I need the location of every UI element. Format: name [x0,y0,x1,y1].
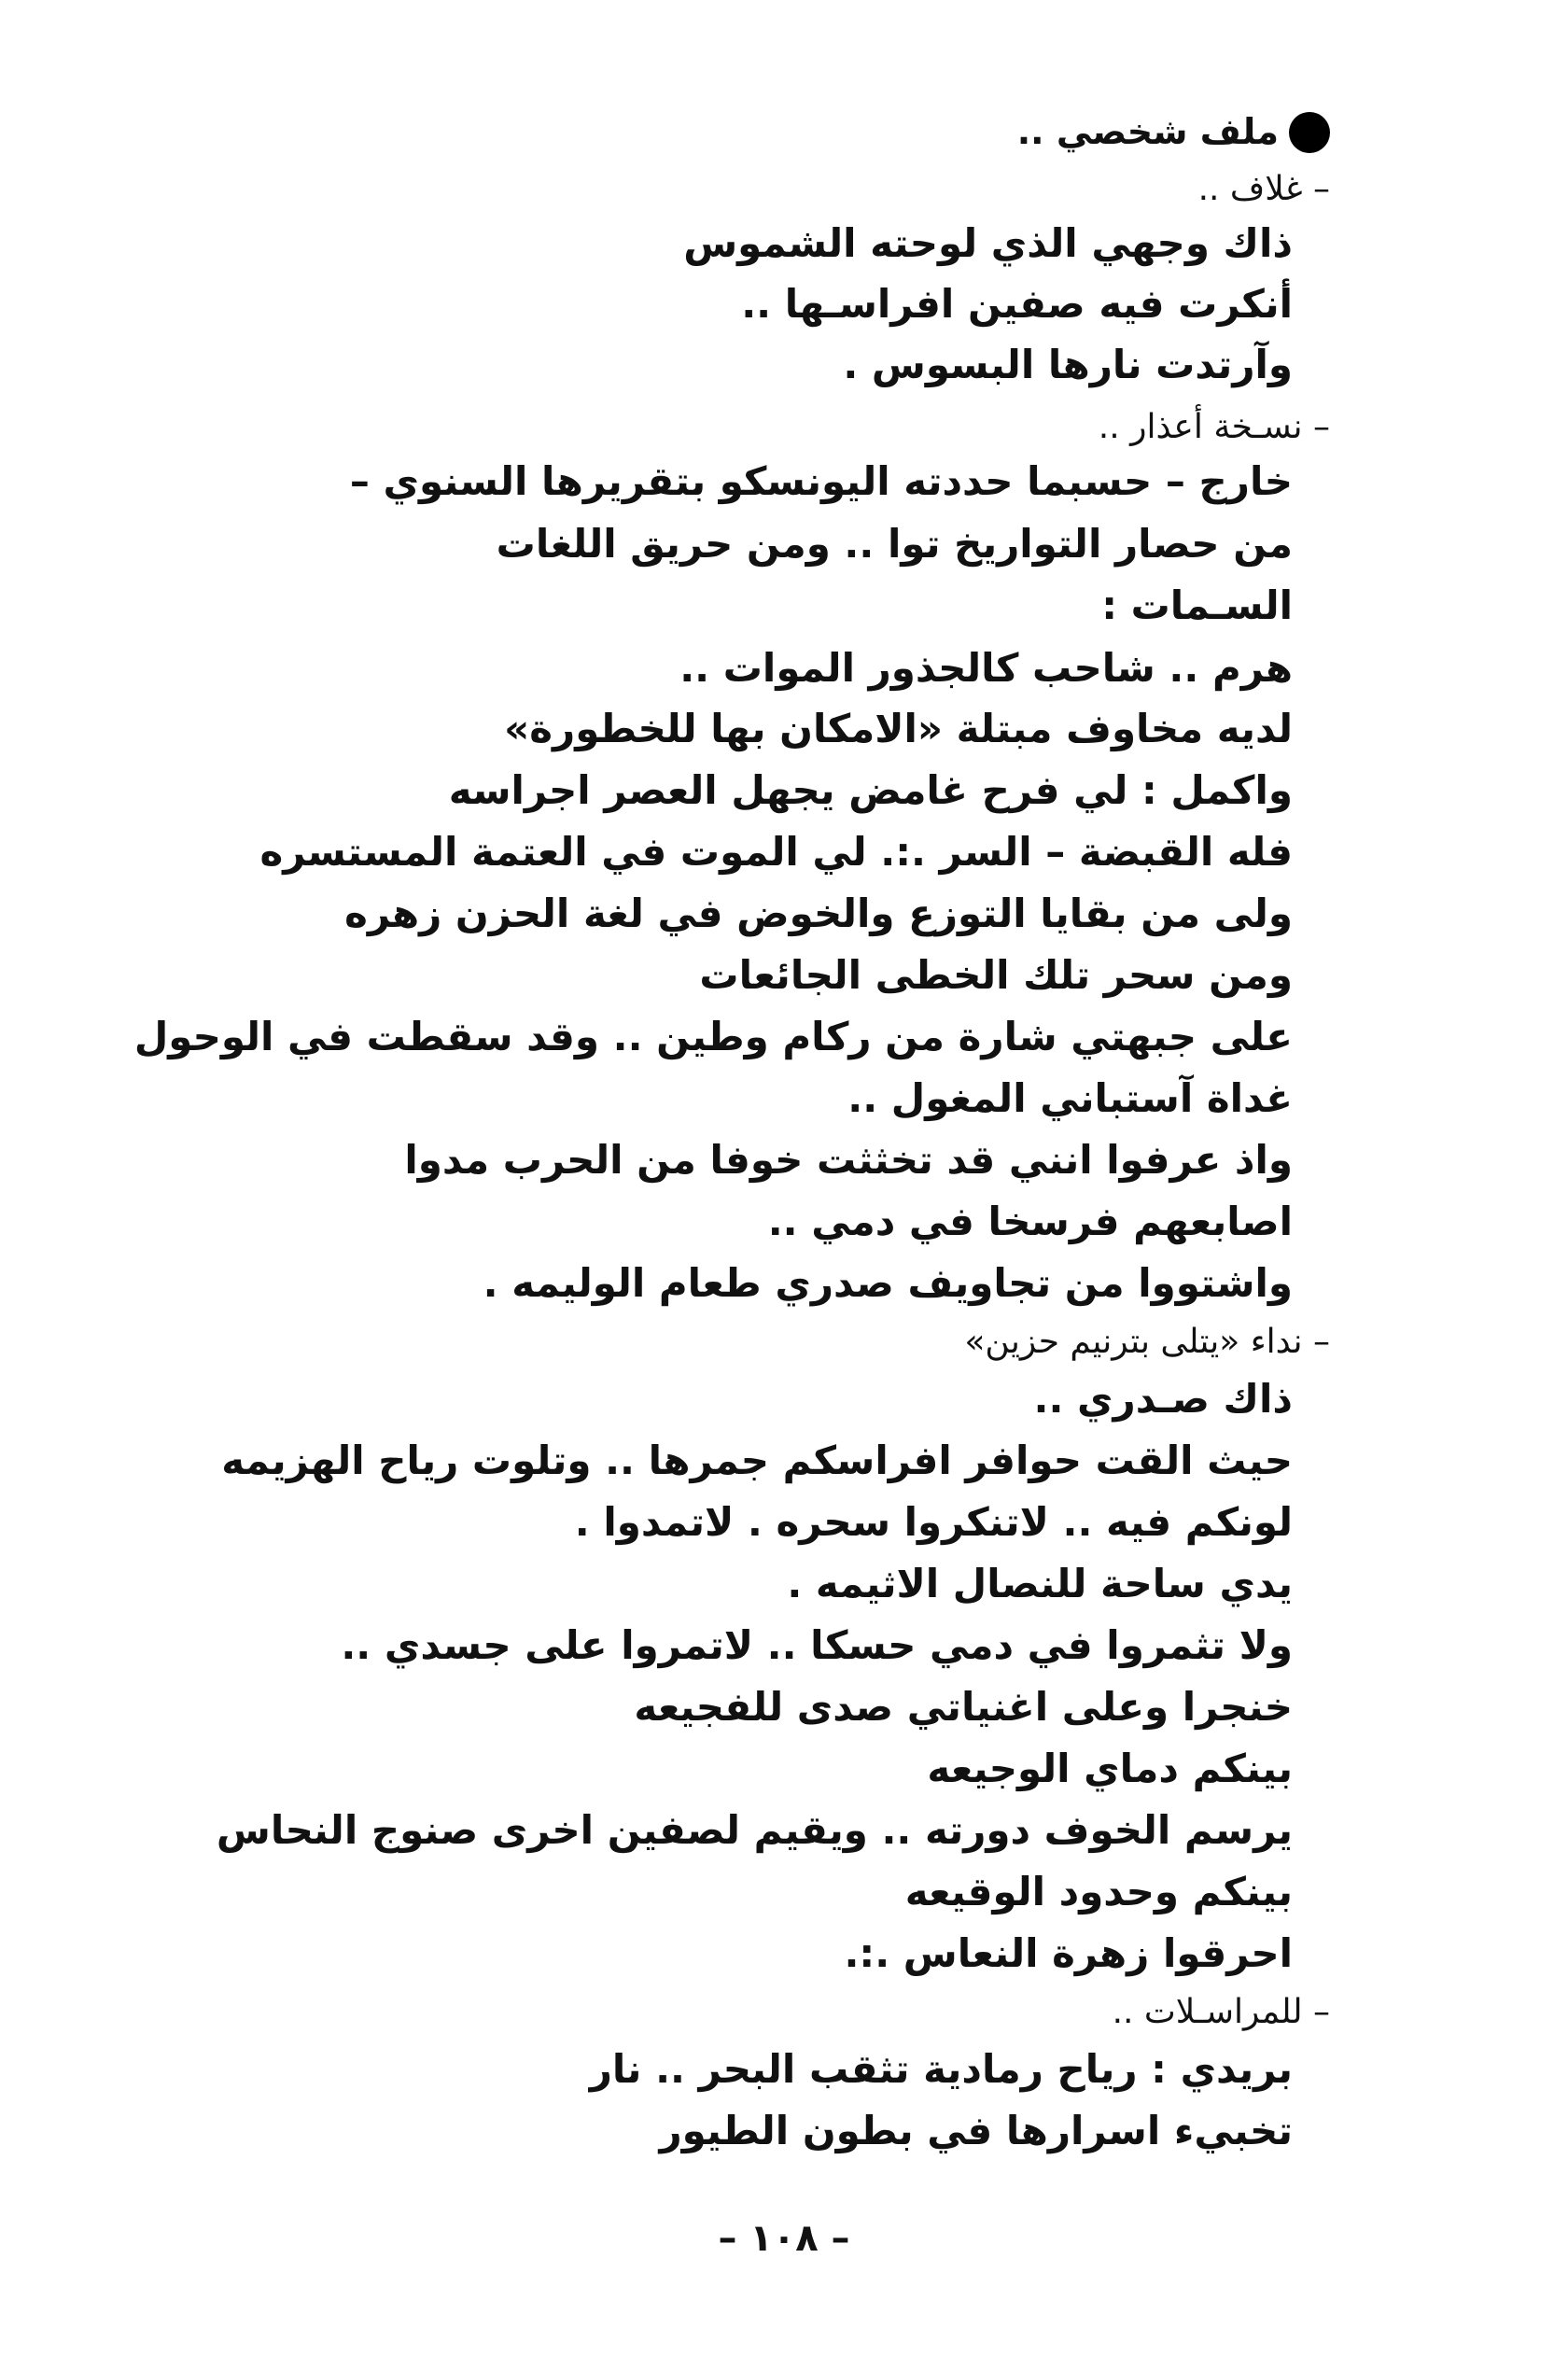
verse-line: لديه مخاوف مبتلة «الامكان بها للخطورة» [504,706,1293,751]
verse-line: تخبيء اسرارها في بطون الطيور [659,2108,1293,2153]
page-number: – ١٠٨ – [718,2217,850,2260]
verse-line: فله القبضة – السر .:. لي الموت في العتمة المستسره [259,829,1293,875]
verse-line: ذاك صـدري .. [1033,1376,1293,1422]
verse-line: بينكم وحدود الوقيعه [904,1869,1293,1914]
verse-line: حيث القت حوافر افراسكم جمرها .. وتلوت رياح الهزيمه [221,1437,1293,1483]
verse-line: اصابعهم فرسخا في دمي .. [767,1199,1293,1244]
verse-line: بريدي : رياح رمادية تثقب البحر .. نار [589,2046,1293,2092]
verse-line: هرم .. شاحب كالجذور الموات .. [679,645,1293,691]
verse-line: خارج – حسبما حددته اليونسكو بتقريرها السنوي – [349,458,1293,504]
verse-line: وآرتدت نارها البسوس . [843,342,1293,387]
verse-line: على جبهتي شارة من ركام وطين .. وقد سقطت في الوحول [133,1014,1293,1059]
verse-line: من حصار التواريخ توا .. ومن حريق اللغات [496,521,1293,567]
document-title: ملف شخصي .. [1016,111,1279,152]
section-heading-correspondence: – للمراسـلات .. [1112,1993,1330,2031]
section-heading-excuses: – نسـخة أعذار .. [1098,408,1330,446]
verse-line: ولا تثمروا في دمي حسكا .. لاتمروا على جسدي .. [341,1622,1293,1668]
verse-line: يرسم الخوف دورته .. ويقيم لصفين اخرى صنوج النحاس [216,1807,1293,1853]
verse-line: السـمات : [1101,582,1293,628]
section-heading-call: – نداء «يتلى بترنيم حزين» [964,1323,1330,1361]
verse-line: ولى من بقايا التوزع والخوض في لغة الحزن زهره [344,891,1293,936]
verse-line: واكمل : لي فرح غامض يجهل العصر اجراسه [448,767,1293,813]
verse-line: ومن سحر تلك الخطى الجائعات [699,952,1293,998]
section-heading-cover: – غلاف .. [1197,170,1330,208]
verse-line: احرقوا زهرة النعاس .:. [844,1930,1293,1976]
verse-line: غداة آستباني المغول .. [847,1075,1293,1121]
verse-line: لونكم فيه .. لاتنكروا سحره . لاتمدوا . [574,1499,1293,1545]
verse-line: واشتووا من تجاويف صدري طعام الوليمه . [483,1260,1293,1306]
verse-line: أنكرت فيه صفين افراسـها .. [741,281,1293,327]
bullet-icon [1289,112,1330,153]
verse-line: يدي ساحة للنصال الاثيمه . [787,1561,1293,1606]
verse-line: خنجرا وعلى اغنياتي صدى للفجيعه [634,1684,1293,1730]
verse-line: واذ عرفوا انني قد تخثثت خوفا من الحرب مدوا [404,1137,1293,1183]
verse-line: ذاك وجهي الذي لوحته الشموس [683,220,1293,266]
verse-line: بينكم دماي الوجيعه [927,1746,1293,1791]
